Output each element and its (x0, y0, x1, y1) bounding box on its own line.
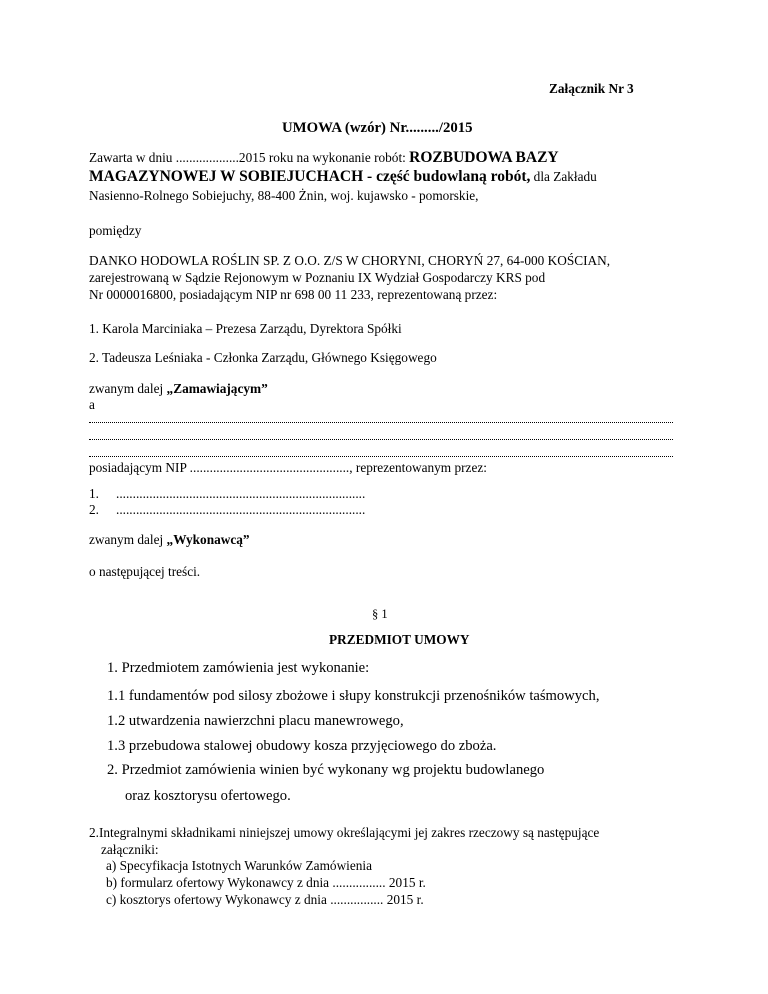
contract-title: UMOWA (wzór) Nr........./2015 (282, 120, 473, 136)
contractor-rep-1-dots: ........................................................................... (116, 486, 366, 501)
client-representative-1: 1. Karola Marciniaka – Prezesa Zarządu, Dyrektora Spółki (89, 321, 402, 336)
and-label: a (89, 397, 95, 412)
contractor-called-text: zwanym dalej (89, 532, 167, 547)
contractor-fill-line-2 (89, 439, 673, 440)
subject-item-1-2: 1.2 utwardzenia nawierzchni placu manewrowego, (107, 713, 404, 729)
between-label: pomiędzy (89, 223, 142, 238)
intro-line-2-text: dla Zakładu (530, 169, 597, 184)
client-called-text: zwanym dalej (89, 381, 167, 396)
section-title: PRZEDMIOT UMOWY (329, 632, 470, 647)
subject-item-2-continued: oraz kosztorysu ofertowego. (125, 788, 291, 804)
integral-line-2: załączniki: (101, 842, 159, 857)
contractor-fill-line-1 (89, 422, 673, 423)
contractor-rep-2-number: 2. (89, 502, 99, 517)
contractor-rep-2-dots: ........................................................................... (116, 502, 366, 517)
contractor-role-name: „Wykonawcą” (166, 532, 250, 547)
contractor-fill-line-3 (89, 456, 673, 457)
client-role-name: „Zamawiającym” (166, 381, 268, 396)
subject-item-1-3: 1.3 przebudowa stalowej obudowy kosza przyjęciowego do zboża. (107, 738, 497, 754)
project-name-part-1: ROZBUDOWA BAZY (409, 149, 559, 166)
client-representative-2: 2. Tadeusza Leśniaka - Członka Zarządu, Głównego Księgowego (89, 350, 437, 365)
attachment-a: a) Specyfikacja Istotnych Warunków Zamówienia (106, 858, 373, 873)
attachment-c: c) kosztorys ofertowy Wykonawcy z dnia ................ 2015 r. (106, 892, 424, 907)
intro-line-1 (89, 149, 559, 167)
intro-line-1-text: Zawarta w dniu ...................2015 roku na wykonanie robót: (89, 150, 410, 165)
contractor-rep-1-number: 1. (89, 486, 99, 501)
intro-line-3: Nasienno-Rolnego Sobiejuchy, 88-400 Żnin, woj. kujawsko - pomorskie, (89, 188, 479, 203)
subject-item-2: 2. Przedmiot zamówienia winien być wykonany wg projektu budowlanego (107, 762, 545, 778)
client-called-line (89, 381, 268, 397)
client-line-2: zarejestrowaną w Sądzie Rejonowym w Poznaniu IX Wydział Gospodarczy KRS pod (89, 270, 546, 285)
annex-label: Załącznik Nr 3 (549, 81, 634, 96)
integral-line-1: 2.Integralnymi składnikami niniejszej umowy określającymi jej zakres rzeczowy są następujące (89, 825, 600, 840)
contractor-called-line (89, 532, 250, 548)
content-intro: o następującej treści. (89, 564, 201, 579)
subject-item-1-1: 1.1 fundamentów pod silosy zbożowe i słupy konstrukcji przenośników taśmowych, (107, 688, 600, 704)
section-number: § 1 (372, 607, 388, 621)
project-name-part-2: MAGAZYNOWEJ W SOBIEJUCHACH - część budowlaną robót, (89, 168, 531, 185)
client-line-1: DANKO HODOWLA ROŚLIN SP. Z O.O. Z/S W CHORYNI, CHORYŃ 27, 64-000 KOŚCIAN, (89, 253, 611, 268)
client-line-3: Nr 0000016800, posiadającym NIP nr 698 00 11 233, reprezentowaną przez: (89, 287, 498, 302)
subject-item-1: 1. Przedmiotem zamówienia jest wykonanie: (107, 660, 370, 676)
contractor-nip-line: posiadającym NIP ................................................, reprezentowanym przez: (89, 460, 487, 475)
attachment-b: b) formularz ofertowy Wykonawcy z dnia ................ 2015 r. (106, 875, 426, 890)
intro-line-2 (89, 168, 597, 186)
